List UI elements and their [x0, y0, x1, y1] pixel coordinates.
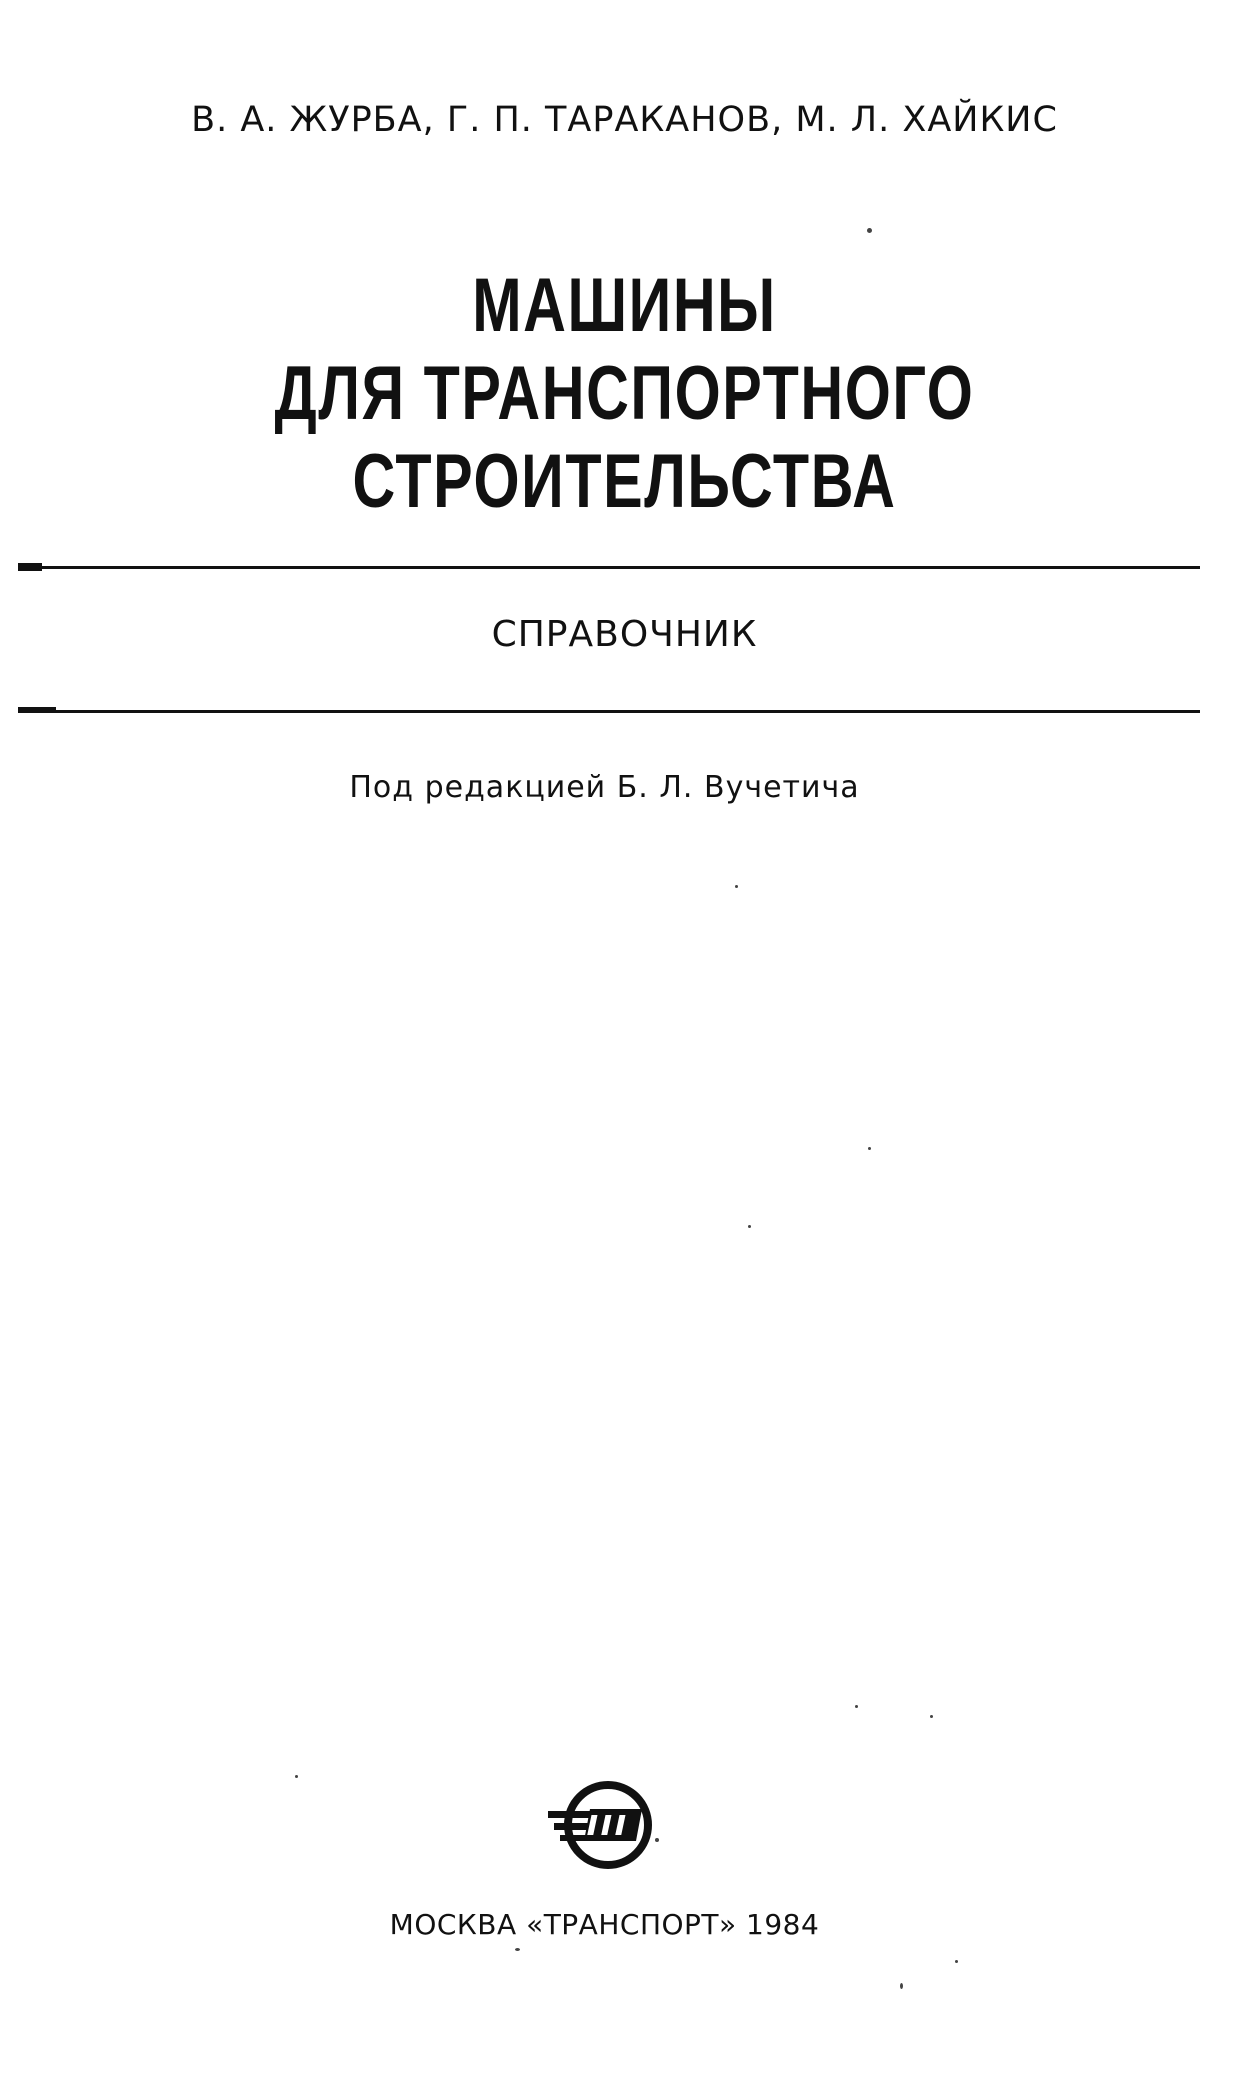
divider-top [30, 566, 1200, 569]
title-line-2: ДЛЯ ТРАНСПОРТНОГО [274, 351, 975, 436]
scan-speck [295, 1775, 298, 1778]
editor-line: Под редакцией Б. Л. Вучетича [349, 770, 860, 805]
scan-speck [955, 1960, 958, 1963]
scan-speck [655, 1838, 659, 1842]
imprint: МОСКВА «ТРАНСПОРТ» 1984 [389, 1908, 820, 1941]
authors: В. А. ЖУРБА, Г. П. ТАРАКАНОВ, М. Л. ХАЙКИС [191, 100, 1058, 140]
scan-speck [748, 1225, 751, 1228]
title-line-3: СТРОИТЕЛЬСТВА [352, 439, 897, 524]
scan-speck [855, 1705, 858, 1708]
scan-speck [868, 1147, 871, 1150]
scan-speck [867, 228, 872, 233]
title-line-1: МАШИНЫ [472, 263, 777, 348]
divider-bottom [30, 710, 1200, 713]
book-title [0, 262, 1249, 526]
scan-speck [930, 1715, 933, 1718]
subtitle: СПРАВОЧНИК [491, 614, 758, 655]
scan-speck [735, 885, 738, 888]
scan-speck [515, 1948, 520, 1951]
scan-speck [900, 1983, 903, 1989]
transport-publisher-logo-icon [540, 1775, 670, 1875]
